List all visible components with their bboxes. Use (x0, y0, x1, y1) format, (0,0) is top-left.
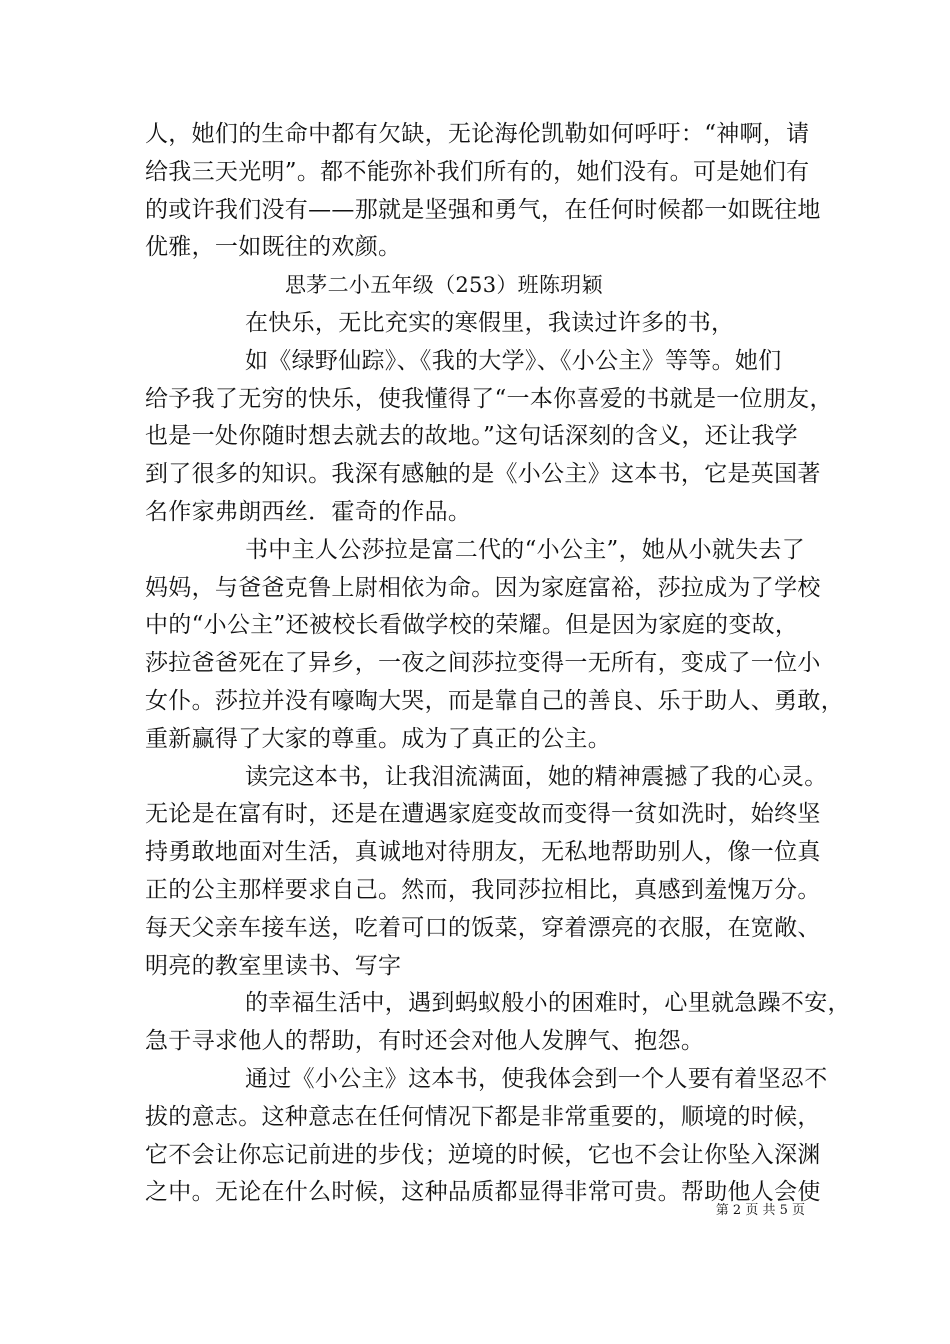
page-number: 第 2 页 共 5 页 (715, 1203, 805, 1218)
text-line: 持勇敢地面对生活，真诚地对待朋友，无私地帮助别人，像一位真 (145, 839, 821, 866)
text-line: 如《绿野仙踪》、《我的大学》、《小公主》等等。她们 (245, 347, 782, 374)
text-line: 每天父亲车接车送，吃着可口的饭菜，穿着漂亮的衣服，在宽敞、 (145, 914, 821, 941)
text-line: 女仆。莎拉并没有嚎啕大哭，而是靠自己的善良、乐于助人、勇敢， (145, 687, 844, 714)
text-line: 明亮的教室里读书、写字 (145, 952, 402, 979)
text-line: 在快乐，无比充实的寒假里，我读过许多的书， (245, 309, 735, 336)
text-line: 书中主人公莎拉是富二代的“小公主”，她从小就失去了 (245, 536, 806, 563)
text-line: 到了很多的知识。我深有感触的是《小公主》这本书，它是英国著 (145, 461, 821, 488)
author-byline: 思茅二小五年级（253）班陈玥颖 (285, 273, 603, 298)
text-line: 的或许我们没有——那就是坚强和勇气，在任何时候都一如既往地 (145, 196, 821, 223)
text-line: 给我三天光明”。都不能弥补我们所有的，她们没有。可是她们有 (145, 158, 810, 185)
text-line: 人，她们的生命中都有欠缺，无论海伦凯勒如何呼吁：“神啊，请 (145, 121, 810, 147)
text-line: 中的“小公主”还被校长看做学校的荣耀。但是因为家庭的变故， (145, 612, 799, 639)
body-text (145, 116, 851, 1212)
text-line: 重新赢得了大家的尊重。成为了真正的公主。 (145, 725, 611, 752)
text-line: 正的公主那样要求自己。然而，我同莎拉相比，真感到羞愧万分。 (145, 876, 821, 903)
text-line: 的幸福生活中，遇到蚂蚁般小的困难时，心里就急躁不安， (245, 990, 851, 1017)
text-line: 无论是在富有时，还是在遭遇家庭变故而变得一贫如洗时，始终坚 (145, 801, 821, 828)
text-line: 给予我了无穷的快乐，使我懂得了“一本你喜爱的书就是一位朋友， (145, 385, 833, 412)
text-line: 它不会让你忘记前进的步伐；逆境的时候，它也不会让你坠入深渊 (145, 1141, 821, 1168)
text-line: 优雅，一如既往的欢颜。 (145, 234, 402, 261)
text-line: 妈妈，与爸爸克鲁上尉相依为命。因为家庭富裕，莎拉成为了学校 (145, 574, 821, 601)
text-line: 读完这本书，让我泪流满面，她的精神震撼了我的心灵。 (245, 763, 828, 790)
text-line: 急于寻求他人的帮助，有时还会对他人发脾气、抱怨。 (145, 1028, 705, 1055)
text-line: 拔的意志。这种意志在任何情况下都是非常重要的，顺境的时候， (145, 1103, 821, 1130)
text-line: 莎拉爸爸死在了异乡，一夜之间莎拉变得一无所有，变成了一位小 (145, 650, 821, 677)
text-line: 也是一处你随时想去就去的故地。”这句话深刻的含义，还让我学 (145, 423, 798, 450)
text-line: 之中。无论在什么时候，这种品质都显得非常可贵。帮助他人会使 (145, 1179, 821, 1206)
text-line: 通过《小公主》这本书，使我体会到一个人要有着坚忍不 (245, 1065, 828, 1092)
text-line: 名作家弗朗西丝．霍奇的作品。 (145, 498, 472, 525)
